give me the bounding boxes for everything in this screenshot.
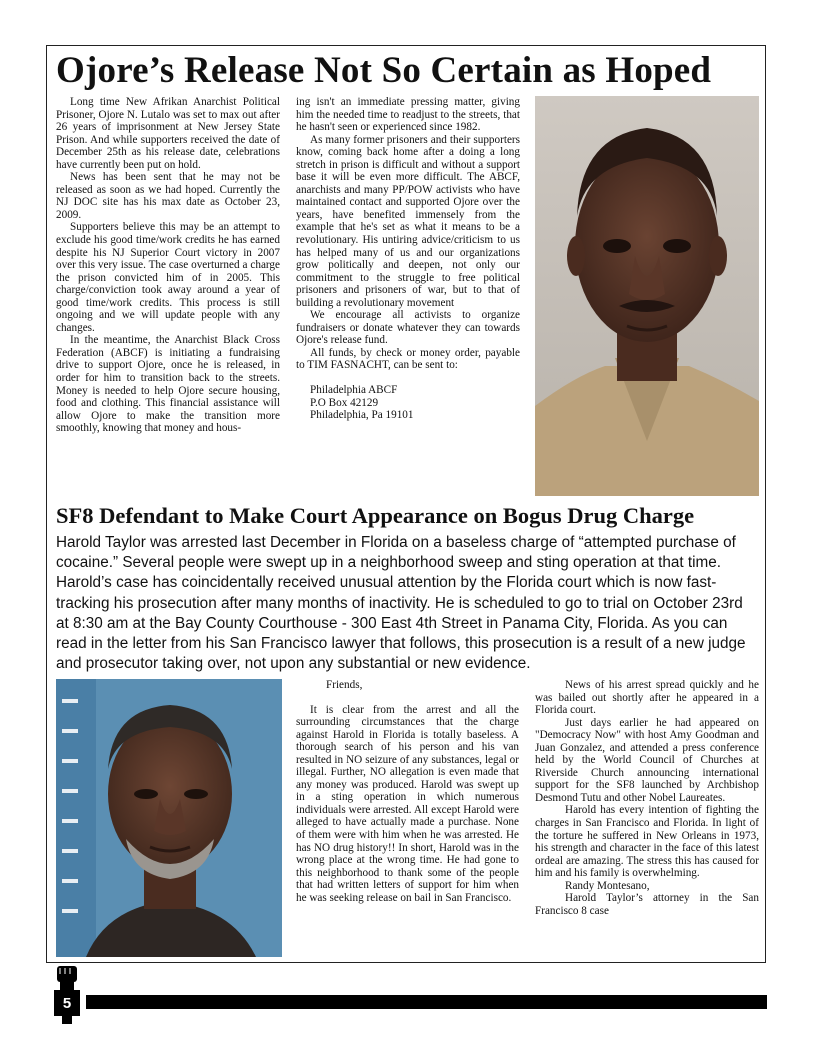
paragraph: Long time New Afrikan Anarchist Political Prisoner, Ojore N. Lutalo was set to max out after 26 years of imprisonment at New Jersey State Prison. And while supporters received the date of December 25th as his release date, celebrations have currently been put on hold. bbox=[56, 96, 280, 171]
paragraph: Just days earlier he had appeared on "Democracy Now" with host Amy Goodman and Juan Gonzalez, and attended a press conference held by the World Council of Churches at Riverside Church announcing international support for the SF8 launched by Archbishop Desmond Tutu and other Nobel Laureates. bbox=[535, 716, 759, 804]
address-line: Philadelphia, Pa 19101 bbox=[310, 409, 414, 422]
address-line: P.O Box 42129 bbox=[310, 396, 379, 409]
article1-column-2 bbox=[296, 96, 520, 422]
paragraph: We encourage all activists to organize fundraisers or donate whatever they can towards Ojore's release fund. bbox=[296, 309, 520, 347]
paragraph: Supporters believe this may be an attempt to exclude his good time/work credits he has earned despite his NJ Superior Court victory in 2007 over this very issue. The case overturned a charge the prison convicted him of in 2005. This charge/conviction took away around a year of good time/work credits. This process is still ongoing and we will update people with any changes. bbox=[56, 221, 280, 334]
article-title: SF8 Defendant to Make Court Appearance on Bogus Drug Charge bbox=[56, 503, 695, 528]
letter-salutation: Friends, bbox=[326, 679, 363, 691]
paragraph: All funds, by check or money order, payable to TIM FASNACHT, can be sent to: bbox=[296, 346, 520, 372]
footer-bar bbox=[86, 995, 767, 1009]
paragraph: It is clear from the arrest and all the surrounding circumstances that the charge against Harold in Florida is totally baseless. A thorough search of his person and his van resulted in NO seizure of any substances, legal or illegal. Further, NO allegation is even made that any money was produced. Harold was swept up in a sting operation in which numerous individuals were arrested. All except Harold were alleged to have actually made a purchase. None of them were with him when he was arrested. He has NO drug history!! In short, Harold was in the wrong place at the wrong time. He had gone to this neighborhood to thank some of the people that had written letters of support for him when he was seeking release on bail in San Francisco. bbox=[296, 703, 519, 904]
signature-role: Harold Taylor’s attorney in the San Francisco 8 case bbox=[535, 892, 759, 917]
paragraph: Harold has every intention of fighting the charges in San Francisco and Florida. In light of the torture he suffered in New Orleans in 1973, his strength and character in the face of this latest ordeal are amazing. The stress this has caused for him and his family is overwhelming. bbox=[535, 804, 759, 880]
portrait-photo bbox=[535, 96, 759, 496]
paragraph: As many former prisoners and their supporters know, coming back home after a doing a long stretch in prison is difficult and without a support base it will be even more difficult. The ABCF, anarchists and many PP/POW activists who have maintained contact and supported Ojore over the years, have benefited immensely from the example that he's set as what it means to be a revolutionary. His untiring advice/criticism to us has helped many of us and our organizations grow politically and deepen, not only our commitment to the struggle to free political prisoners and prisoners of war, but to that of building a revolutionary movement bbox=[296, 133, 520, 309]
letter-column-2 bbox=[535, 679, 759, 917]
letter-column-1 bbox=[296, 679, 519, 904]
paragraph: In the meantime, the Anarchist Black Cross Federation (ABCF) is initiating a fundraising drive to support Ojore, once he is released, in order for him to transition back to the streets. Money is needed to help Ojore secure housing, food and clothing. This financial assistance will allow Ojore to make the transition more smoothly, knowing that money and hous- bbox=[56, 334, 280, 435]
article1-column-1 bbox=[56, 96, 280, 435]
paragraph: ing isn't an immediate pressing matter, giving him the needed time to readjust to the streets, that he hasn't seen or experienced since 1982. bbox=[296, 96, 520, 134]
paragraph: News has been sent that he may not be released as soon as we had hoped. Currently the NJ DOC site has his max date as October 23, 2009. bbox=[56, 171, 280, 221]
signature-name: Randy Montesano, bbox=[565, 879, 650, 892]
lead-paragraph: Harold Taylor was arrested last December in Florida on a baseless charge of “attempted purchase of cocaine.” Several people were swept up in a neighborhood sweep and sting operation at that time. Harold’s case has coincidentally received unusual attention by the Florida court which is now fast-tracking his prosecution after many months of inactivity. He is scheduled to go to trial on October 23rd at 8:30 am at the Bay County Courthouse - 300 East 4th Street in Panama City, Florida. As you can read in the letter from his San Francisco lawyer that follows, this prosecution is a result of a new judge and prosecutor taking over, not upon any substantial or new evidence. bbox=[56, 534, 746, 673]
article-title: Ojore’s Release Not So Certain as Hoped bbox=[56, 50, 712, 91]
page-number: 5 bbox=[62, 995, 72, 1012]
address-line: Philadelphia ABCF bbox=[310, 384, 398, 397]
booking-photo bbox=[56, 679, 282, 957]
paragraph: News of his arrest spread quickly and he was bailed out shortly after he appeared in a Florida court. bbox=[535, 679, 759, 717]
